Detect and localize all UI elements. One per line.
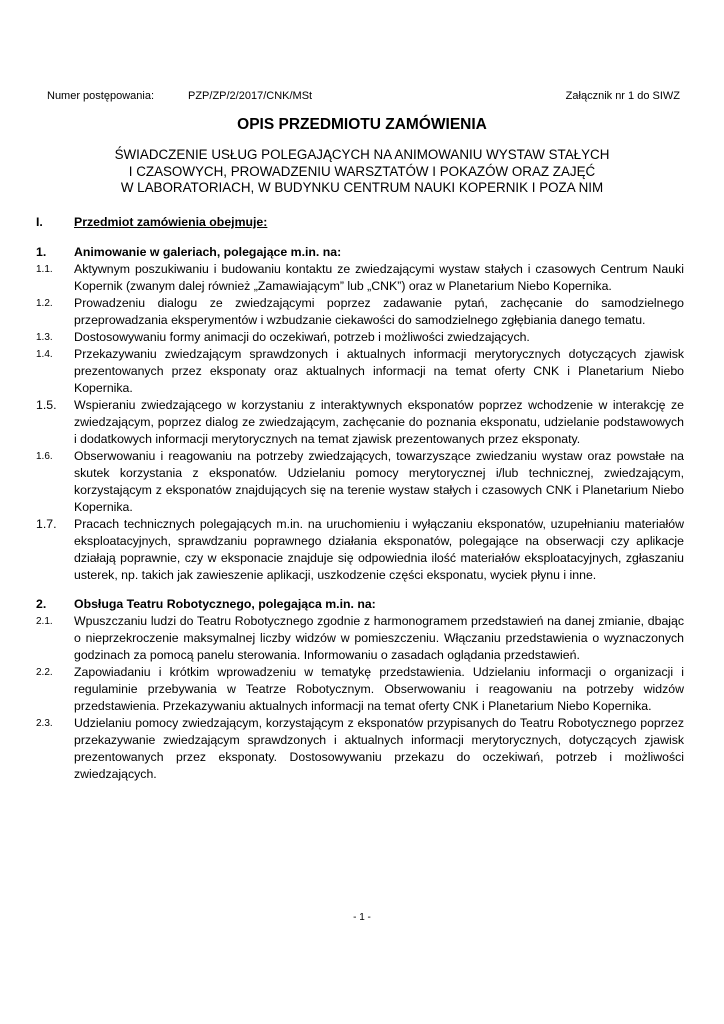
item-number: 2.1.	[36, 616, 53, 627]
item-text: Obserwowaniu i reagowaniu na potrzeby zwiedzających, towarzyszące zwiedzaniu wystaw oraz powstałe na skutek korzystania z eksponatów. Udzielaniu pomocy merytorycznej i/lub technicznej, zwiedzającym, korzystającym z eksponatów znajdujących się na terenie wystaw stałych i czasowych CNK i Planetarium Niebo Kopernika.	[74, 449, 684, 514]
item-number: 1.4.	[36, 349, 53, 360]
part-number: I.	[36, 215, 43, 229]
document-subtitle	[60, 147, 664, 197]
section-number: 2.	[36, 597, 47, 611]
section-heading	[36, 596, 684, 613]
list-item	[36, 664, 684, 715]
item-number: 1.1.	[36, 264, 53, 275]
item-number: 1.6.	[36, 451, 53, 462]
list-item	[36, 346, 684, 397]
section-number: 1.	[36, 245, 47, 259]
item-number: 1.2.	[36, 298, 53, 309]
item-text: Pracach technicznych polegających m.in. na uruchomieniu i wyłączaniu eksponatów, uzupełnianiu materiałów eksploatacyjnych, sprawdzaniu poprawnego działania eksponatów, polegające na obserwacji czy aplikacje działają poprawnie, czy w eksponacie znajduje się odpowiednia ilość materiałów eksploatacyjnych, zgłaszaniu usterek, np. takich jak zawieszenie aplikacji, uszkodzenie części eksponatu, wyciek płynu i inne.	[74, 517, 684, 582]
item-number: 2.3.	[36, 718, 53, 729]
document-title: OPIS PRZEDMIOTU ZAMÓWIENIA	[237, 116, 487, 133]
item-number: 1.3.	[36, 332, 53, 343]
list-item	[36, 329, 684, 346]
item-text: Zapowiadaniu i krótkim wprowadzeniu w tematykę przedstawienia. Udzielaniu informacji o organizacji i regulaminie przebywania w Teatrze Robotycznym. Obserwowaniu i reagowaniu na potrzeby widzów przedstawienia. Przekazywaniu aktualnych informacji na temat oferty CNK i Planetarium Niebo Kopernika.	[74, 665, 684, 713]
procedure-number: PZP/ZP/2/2017/CNK/MSt	[188, 90, 313, 102]
page-number: - 1 -	[353, 912, 371, 923]
section-title: Obsługa Teatru Robotycznego, polegająca m.in. na:	[74, 597, 376, 611]
list-item	[36, 448, 684, 516]
part-title: Przedmiot zamówienia obejmuje:	[74, 215, 268, 229]
item-text: Aktywnym poszukiwaniu i budowaniu kontaktu ze zwiedzającymi wystaw stałych i czasowych Centrum Nauki Kopernik (zwanym dalej również „Zamawiającym” lub „CNK”) oraz w Planetarium Niebo Kopernika.	[74, 262, 684, 293]
part-heading	[36, 214, 684, 231]
subtitle-line: I CZASOWYCH, PROWADZENIU WARSZTATÓW I POKAZÓW ORAZ ZAJĘĆ	[128, 163, 596, 179]
subtitle-line: ŚWIADCZENIE USŁUG POLEGAJĄCYCH NA ANIMOWANIU WYSTAW STAŁYCH	[114, 147, 610, 162]
list-item	[36, 295, 684, 329]
section-title: Animowanie w galeriach, polegające m.in. na:	[74, 245, 342, 259]
item-text: Wspieraniu zwiedzającego w korzystaniu z interaktywnych eksponatów poprzez wchodzenie w interakcję ze zwiedzającym, poprzez dialog ze zwiedzającym, zachęcanie do poznania eksponatu, udzielanie podstawowych i dodatkowych informacji merytorycznych na temat zjawisk prezentowanych przez eksponaty.	[74, 398, 684, 446]
subtitle-line: W LABORATORIACH, W BUDYNKU CENTRUM NAUKI KOPERNIK I POZA NIM	[120, 180, 604, 195]
item-text: Udzielaniu pomocy zwiedzającym, korzystającym z eksponatów przypisanych do Teatru Robotycznego poprzez przekazywanie zwiedzającym sprawdzonych i aktualnych informacji merytorycznych, dotyczących zjawisk prezentowanych przez eksponaty. Dostosowywaniu przekazu do oczekiwań, potrzeb i możliwości zwiedzających.	[74, 716, 684, 781]
document-header	[47, 89, 680, 103]
list-item	[36, 397, 684, 448]
item-number: 1.5.	[36, 398, 57, 412]
item-text: Prowadzeniu dialogu ze zwiedzającymi poprzez zadawanie pytań, zachęcanie do samodzielnego przeprowadzania eksperymentów i wzbudzanie ciekawości do samodzielnego zgłębiania danego tematu.	[74, 296, 684, 327]
item-text: Przekazywaniu zwiedzającym sprawdzonych i aktualnych informacji merytorycznych dotyczących zjawisk prezentowanych przez eksponaty oraz aktualnych informacji na temat oferty CNK i Planetarium Niebo Kopernika.	[74, 347, 684, 395]
attachment-label: Załącznik nr 1 do SIWZ	[565, 90, 680, 102]
list-item	[36, 261, 684, 295]
item-text: Wpuszczaniu ludzi do Teatru Robotycznego zgodnie z harmonogramem przedstawień na danej zmianie, dbając o nieprzekroczenie maksymalnej liczby widzów w pomieszczeniu. Włączaniu przedstawienia o wyznaczonych godzinach za pomocą panelu sterowania. Informowaniu o zasadach oglądania przedstawień.	[74, 614, 684, 662]
section-heading	[36, 244, 684, 261]
list-item	[36, 516, 684, 584]
list-item	[36, 715, 684, 783]
procedure-number-label: Numer postępowania:	[47, 90, 155, 102]
item-number: 2.2.	[36, 667, 53, 678]
item-text: Dostosowywaniu formy animacji do oczekiwań, potrzeb i możliwości zwiedzających.	[74, 330, 530, 344]
list-item	[36, 613, 684, 664]
item-number: 1.7.	[36, 517, 57, 531]
document-body	[36, 214, 684, 783]
